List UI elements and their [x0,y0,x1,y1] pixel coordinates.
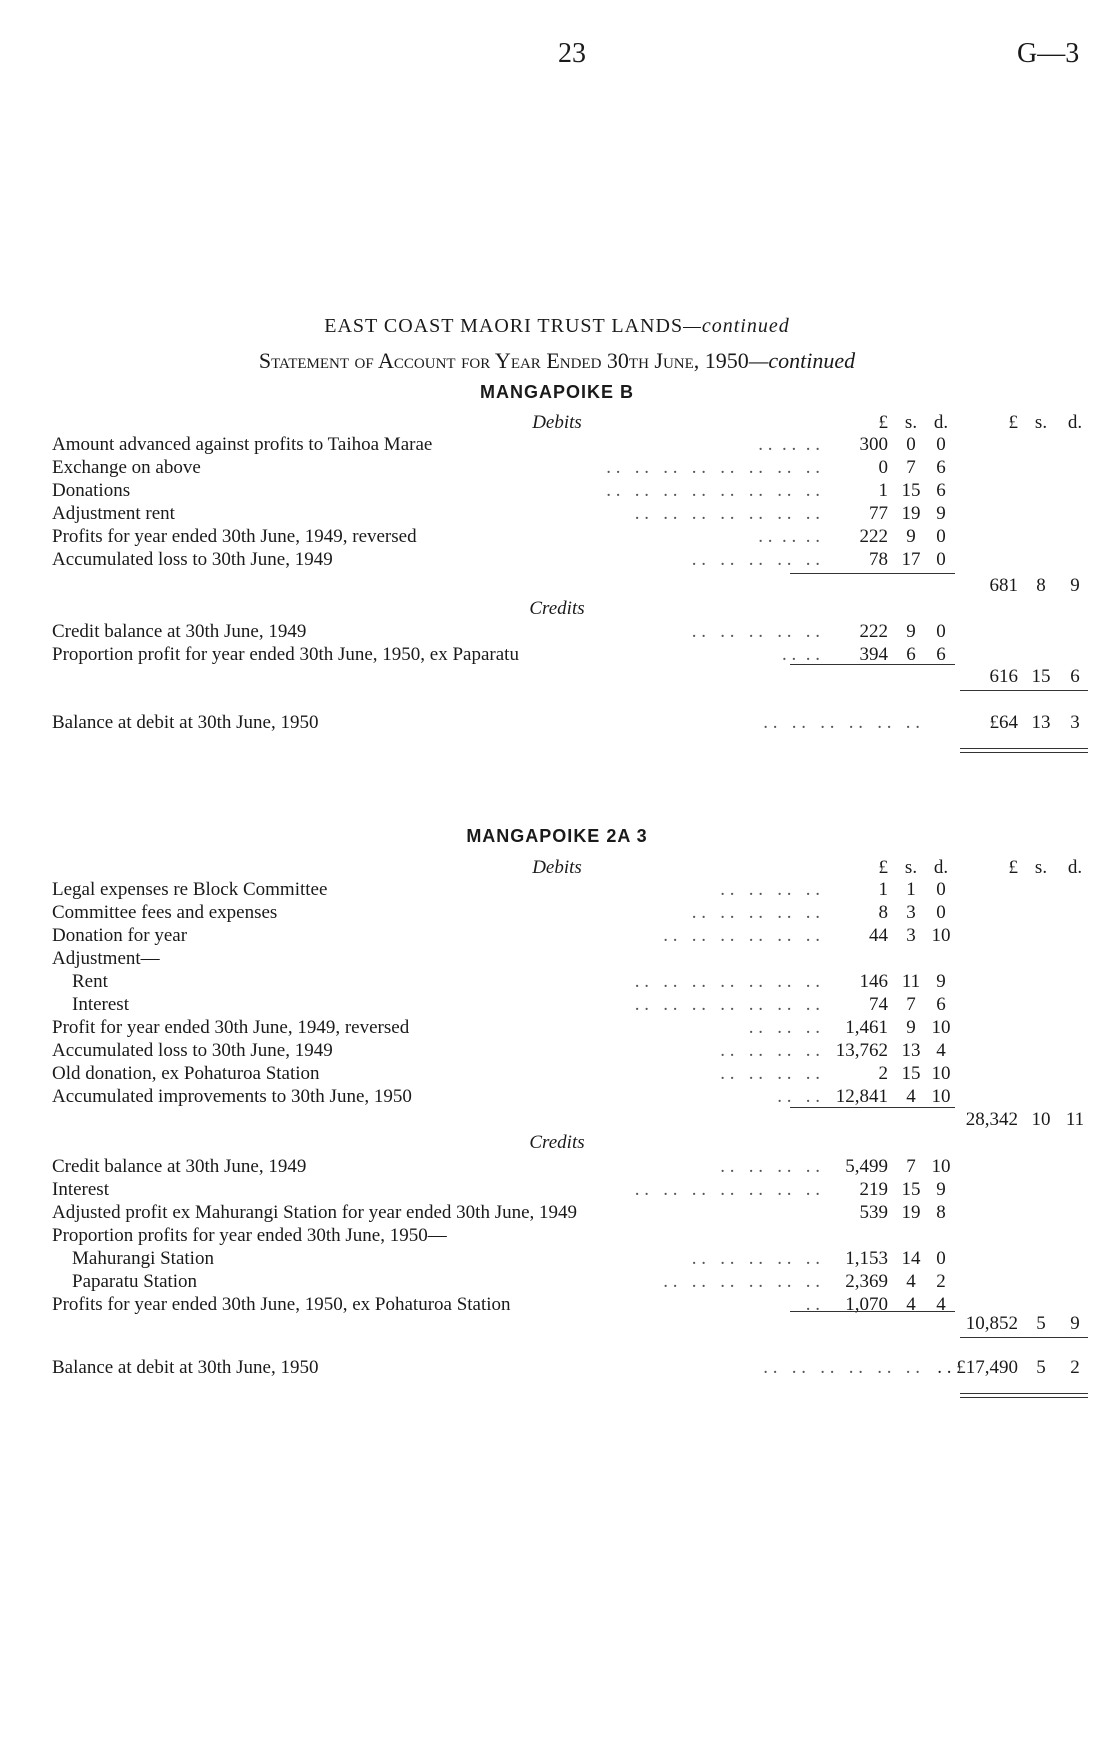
entry-label: Adjustment rent [52,503,175,524]
amount-pence: 0 [936,434,946,455]
leader-dots: . . . . . . . . [720,1156,820,1177]
col-header-pence: d. [933,412,949,433]
credits-total-pence: 9 [1070,1313,1080,1334]
balance-row [0,1357,1114,1379]
balance-pounds: £64 [989,712,1018,733]
rule-line [960,1337,1088,1338]
leader-dots: . . . . [782,644,820,665]
leader-dots: . . . . . . . . . . [691,902,820,923]
col-header-pence: d. [933,857,949,878]
amount-pence: 4 [936,1294,946,1315]
amount-pounds: 2,369 [845,1271,888,1292]
debits-total-shillings: 10 [1031,1109,1051,1130]
entry-label: Interest [52,1179,109,1200]
amount-shillings: 6 [906,644,916,665]
amount-shillings: 3 [906,902,916,923]
debit-entry [0,1017,1114,1039]
leader-dots: . . . . . . . . . . [691,549,820,570]
amount-shillings: 19 [901,503,921,524]
entry-label: Proportion profits for year ended 30th June, 1950— [52,1225,447,1246]
credit-entry [0,1271,1114,1293]
col-header-shillings: s. [904,412,918,433]
rule-line [960,1397,1088,1398]
amount-pounds: 77 [869,503,888,524]
debit-entry [0,434,1114,456]
statement-title-suffix: —continued [748,348,856,373]
section-heading: MANGAPOIKE B [479,382,634,402]
amount-pounds: 1,461 [845,1017,888,1038]
amount-shillings: 0 [906,434,916,455]
amount-pounds: 74 [869,994,888,1015]
entry-label: Accumulated improvements to 30th June, 1950 [52,1086,412,1107]
credit-entry [0,1156,1114,1178]
entry-label: Amount advanced against profits to Taihoa Marae [52,434,433,455]
amount-shillings: 7 [906,457,916,478]
amount-shillings: 4 [906,1271,916,1292]
debit-entry [0,1063,1114,1085]
amount-pence: 9 [936,971,946,992]
credits-label: Credits [529,1132,585,1153]
amount-shillings: 13 [901,1040,921,1061]
credits-label-row [0,598,1114,620]
credit-entry [0,621,1114,643]
debits-total-row [0,1109,1114,1131]
col-header-pence-total: d. [1067,857,1083,878]
report-title-main: EAST COAST MAORI TRUST LANDS [324,315,684,337]
entry-label: Accumulated loss to 30th June, 1949 [52,1040,333,1061]
entry-label: Old donation, ex Pohaturoa Station [52,1063,320,1084]
leader-dots: . . . . . . . . . . . . . . . . [606,480,820,501]
statement-title [0,348,1114,374]
amount-pence: 0 [936,549,946,570]
amount-pounds: 222 [859,526,888,547]
credit-entry [0,1225,1114,1247]
col-header-pounds: £ [878,857,888,878]
debits-total-row [0,575,1114,597]
amount-pounds: 1 [878,480,888,501]
debits-label: Debits [532,412,582,433]
leader-dots: . . . . . . . . . . . . . . [634,994,820,1015]
debits-total-pence: 9 [1070,575,1080,596]
amount-shillings: 4 [906,1294,916,1315]
rule-line [790,1107,955,1108]
amount-pounds: 539 [859,1202,888,1223]
amount-shillings: 17 [901,549,921,570]
amount-pounds: 222 [859,621,888,642]
amount-pounds: 1,153 [845,1248,888,1269]
debit-entry [0,1040,1114,1062]
amount-shillings: 4 [906,1086,916,1107]
leader-dots: . . [805,1294,820,1315]
amount-shillings: 15 [901,480,921,501]
entry-label: Adjusted profit ex Mahurangi Station for year ended 30th June, 1949 [52,1202,578,1223]
leader-dots: . . . . [777,1086,820,1107]
balance-pounds: . . £17,490 [937,1357,1018,1378]
statement-title-main: Statement of Account for Year Ended 30th June, 1950 [258,348,749,373]
amount-shillings: 3 [906,925,916,946]
debit-entry [0,457,1114,479]
leader-dots: . . . . . . . . . . . . . . . . [606,457,820,478]
amount-pence: 0 [936,621,946,642]
amount-pounds: 12,841 [835,1086,888,1107]
amount-shillings: 14 [901,1248,921,1269]
entry-label: Donation for year [52,925,188,946]
amount-pence: 0 [936,902,946,923]
entry-label: Mahurangi Station [72,1248,214,1269]
debits-total-pence: 11 [1065,1109,1085,1130]
leader-dots: . . . . . . . . . . [691,1248,820,1269]
amount-pence: 6 [936,994,946,1015]
credit-entry [0,644,1114,666]
leader-dots: . . . . . . . . . . . . . . [634,503,820,524]
amount-shillings: 7 [906,994,916,1015]
credit-entry [0,1202,1114,1224]
rule-line [790,573,955,574]
col-header-shillings-total: s. [1034,857,1048,878]
entry-label: Proportion profit for year ended 30th June, 1950, ex Paparatu [52,644,519,665]
entry-label: Committee fees and expenses [52,902,278,923]
balance-pence: 3 [1070,712,1080,733]
leader-dots: . . . . . . [758,434,820,455]
amount-pounds: 1 [878,879,888,900]
debit-entry [0,480,1114,502]
amount-pounds: 2 [878,1063,888,1084]
section-heading: MANGAPOIKE 2A 3 [466,826,648,846]
column-header-row [0,857,1114,879]
debits-total-shillings: 8 [1036,575,1046,596]
amount-pounds: 394 [859,644,888,665]
report-title-suffix: —continued [683,315,790,337]
amount-pounds: 219 [859,1179,888,1200]
amount-pence: 6 [936,480,946,501]
amount-pence: 6 [936,457,946,478]
entry-label: Exchange on above [52,457,201,478]
rule-line [790,1311,955,1312]
amount-pence: 8 [936,1202,946,1223]
entry-label: Profit for year ended 30th June, 1949, reversed [52,1017,410,1038]
debits-total-pounds: 681 [989,575,1018,596]
amount-shillings: 15 [901,1179,921,1200]
debits-label: Debits [532,857,582,878]
document-code: G—3 [1017,38,1080,69]
debit-entry [0,994,1114,1016]
debit-entry [0,1086,1114,1108]
col-header-shillings: s. [904,857,918,878]
amount-pounds: 5,499 [845,1156,888,1177]
amount-pounds: 78 [869,549,888,570]
amount-pounds: 44 [869,925,888,946]
balance-pence: 2 [1070,1357,1080,1378]
amount-pence: 9 [936,503,946,524]
leader-dots: . . . . . . . . [720,879,820,900]
report-title [0,315,1114,338]
amount-pounds: 0 [878,457,888,478]
debits-total-pounds: 28,342 [965,1109,1018,1130]
amount-pence: 2 [936,1271,946,1292]
amount-pounds: 300 [859,434,888,455]
col-header-pounds: £ [878,412,888,433]
page-number: 23 [558,38,586,69]
amount-pence: 0 [936,879,946,900]
amount-pence: 10 [931,1017,951,1038]
amount-pence: 10 [931,925,951,946]
credits-total-pounds: 616 [989,666,1018,687]
leader-dots: . . . . . . . . . . . . . . [634,1179,820,1200]
leader-dots: . . . . . . . . . . [691,621,820,642]
amount-shillings: 9 [906,1017,916,1038]
entry-label: Credit balance at 30th June, 1949 [52,621,307,642]
amount-shillings: 19 [901,1202,921,1223]
debit-entry [0,902,1114,924]
rule-line [960,1393,1088,1394]
leader-dots: . . . . . . . . [720,1063,820,1084]
entry-label: Paparatu Station [72,1271,198,1292]
leader-dots: . . . . . . [748,1017,820,1038]
amount-shillings: 11 [901,971,921,992]
debit-entry [0,925,1114,947]
balance-label: Balance at debit at 30th June, 1950 [52,1357,319,1378]
rule-line [790,664,955,665]
amount-shillings: 15 [901,1063,921,1084]
col-header-shillings-total: s. [1034,412,1048,433]
balance-row [0,712,1114,734]
debit-entry [0,549,1114,571]
debit-entry [0,503,1114,525]
debit-entry [0,526,1114,548]
amount-pence: 6 [936,644,946,665]
leader-dots: . . . . . . . . . . . . [763,1357,920,1378]
amount-pounds: 146 [859,971,888,992]
leader-dots: . . . . . . . . . . . . [663,925,820,946]
amount-pence: 10 [931,1086,951,1107]
amount-shillings: 7 [906,1156,916,1177]
leader-dots: . . . . . . . . . . . . [763,712,920,733]
credits-total-pence: 6 [1070,666,1080,687]
leader-dots: . . . . . . . . . . . . . . [634,971,820,992]
debit-entry [0,948,1114,970]
entry-label: Accumulated loss to 30th June, 1949 [52,549,333,570]
leader-dots: . . . . . . . . . . . . [663,1271,820,1292]
credits-label: Credits [529,598,585,619]
column-header-row [0,412,1114,434]
amount-pence: 4 [936,1040,946,1061]
rule-line [960,690,1088,691]
credit-entry [0,1248,1114,1270]
entry-label: Profits for year ended 30th June, 1949, reversed [52,526,417,547]
amount-shillings: 9 [906,526,916,547]
debit-entry [0,971,1114,993]
amount-pence: 9 [936,1179,946,1200]
entry-label: Profits for year ended 30th June, 1950, ex Pohaturoa Station [52,1294,511,1315]
debit-entry [0,879,1114,901]
amount-shillings: 1 [906,879,916,900]
col-header-pounds-total: £ [1008,412,1018,433]
credits-total-shillings: 15 [1031,666,1051,687]
amount-pounds: 13,762 [835,1040,888,1061]
balance-shillings: 13 [1031,712,1051,733]
balance-shillings: 5 [1036,1357,1046,1378]
credit-entry [0,1179,1114,1201]
amount-pence: 0 [936,1248,946,1269]
entry-label: Adjustment— [52,948,160,969]
amount-pence: 10 [931,1156,951,1177]
leader-dots: . . . . . . . . [720,1040,820,1061]
rule-line [960,748,1088,749]
rule-line [960,752,1088,753]
amount-pounds: 1,070 [845,1294,888,1315]
col-header-pence-total: d. [1067,412,1083,433]
entry-label: Credit balance at 30th June, 1949 [52,1156,307,1177]
credits-total-row [0,1313,1114,1335]
amount-pence: 0 [936,526,946,547]
credits-total-shillings: 5 [1036,1313,1046,1334]
entry-label: Legal expenses re Block Committee [52,879,328,900]
entry-label: Donations [52,480,131,501]
amount-pounds: 8 [878,902,888,923]
leader-dots: . . . . . . [758,526,820,547]
amount-shillings: 9 [906,621,916,642]
entry-label: Interest [72,994,129,1015]
entry-label: Rent [72,971,108,992]
col-header-pounds-total: £ [1008,857,1018,878]
balance-label: Balance at debit at 30th June, 1950 [52,712,319,733]
amount-pence: 10 [931,1063,951,1084]
credits-total-row [0,666,1114,688]
credits-total-pounds: 10,852 [965,1313,1018,1334]
credits-label-row [0,1132,1114,1154]
